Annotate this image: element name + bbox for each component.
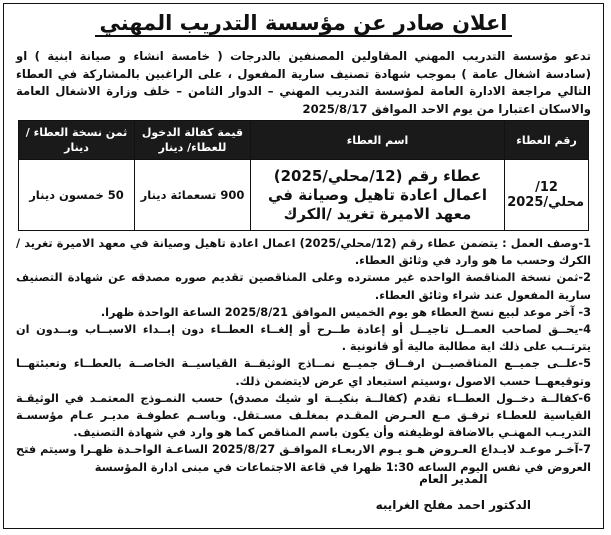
cell-entry-fee: 900 تسعمائة دينار [135, 160, 251, 231]
signature-block [376, 466, 531, 518]
term-item-3: 3- آخر موعد لبيع نسخ العطاء هو يوم الخميس الموافق 2025/8/21 الساعة الواحدة ظهرا. [100, 305, 591, 319]
intro-text: تدعو مؤسسة التدريب المهني المقاولين المصنفين بالدرجات ( خامسة انشاء و صيانة ابنية ) او (سادسة اشغال عامة ) بموجب شهادة تصنيف سارية المفعول ، على الراغبين بالمشاركة في العطاء التالي مراجعة الادارة العامة لمؤسسة التدريب المهني – الدوار الثامن – خلف وزارة الاشغال العامة والاسكان اعتبارا من يوم الاحد الموافق [16, 49, 591, 116]
cell-copy-price: 50 خمسون دينار [19, 160, 135, 231]
cell-tender-number: 12/محلي/2025 [505, 160, 589, 231]
announcement-title [16, 8, 591, 38]
tender-table [18, 120, 589, 231]
term-item-7: 7-آخـر موعـد لايـداع العـروض هـو يـوم الاربعـاء الموافـق 2025/8/27 الساعـة الواحـدة ظهـرا وسيتم فتح العروض في نفس اليوم الساعه 1:30 ظهرا في قاعة الاجتماعات في مبنى ادارة المؤسسة [16, 443, 591, 474]
header-tender-number: رقم العطاء [505, 121, 589, 160]
intro-start-date: 2025/8/17 [302, 101, 368, 116]
header-tender-name: اسم العطاء [251, 121, 505, 160]
term-item-5: 5-علــى جميــع المناقصيــن ارفــاق جميــع نمــاذج الوثيقــة القياسيــة الخاصــة بالعطــاء وتعبئتهــا وتوقيعهــا حسب الاصول ،وسيتم استبعاد اي عرض لايتضمن ذلك. [16, 357, 591, 388]
cell-tender-name [251, 160, 505, 231]
tender-table-header-row [19, 121, 589, 160]
tender-name-line1: عطاء رقم (12/محلي/2025) [273, 166, 482, 185]
title-text: اعلان صادر عن مؤسسة التدريب المهني [95, 11, 511, 37]
announcement-frame [3, 3, 604, 529]
header-entry-fee: قيمة كفالة الدخول للعطاء/ دينار [135, 121, 251, 160]
header-copy-price: ثمن نسخة العطاء / دينار [19, 121, 135, 160]
term-item-1: 1-وصف العمل : يتضمن عطاء رقم (12/محلي/2025) اعمال اعادة تاهيل وصيانة في معهد الاميرة تغريد /الكرك وحسب ما هو وارد في وثائق العطاء. [16, 237, 591, 268]
signature-role: المدير العام [419, 472, 488, 486]
term-item-6: 6-كفالــة دخــول العطــاء تقدم (كفالــة بنكيــة او شيك مصدق) حسب النمـوذج المعتمـد في الوثيقـة القياسية للعطـاء ترفـق مـع العـرض المقـدم بمغلـف مسـتقل. وباسـم عطوفـة مديـر عـام مؤسسـة التدريـب المهنـي بالاضافة لوظيفته وأن يكون باسم المناقص كما هو وارد في شهادة التصنيف. [16, 391, 591, 440]
intro-paragraph [16, 48, 591, 118]
terms-list [16, 235, 591, 476]
tender-name-line2: اعمال اعادة تاهيل وصيانة في معهد الاميرة تغريد /الكرك [267, 185, 488, 223]
table-row [19, 160, 589, 231]
signature-name: الدكتور احمد مفلح الغرايبه [375, 498, 531, 512]
term-item-4: 4-يحــق لصاحب العمــل تاجيــل أو إعادة طــرح أو إلغــاء العطــاء دون إبــداء الاسبــاب وبــدون ان يترتــب على ذلك اية مطالبة مالية أو قانونية . [16, 323, 591, 354]
term-item-2: 2-ثمن نسخة المناقصة الواحده غير مسترده وعلى المناقصين تقديم صوره مصدقه عن شهادة التصنيف سارية المفعول عند شراء وثائق العطاء. [16, 271, 591, 302]
